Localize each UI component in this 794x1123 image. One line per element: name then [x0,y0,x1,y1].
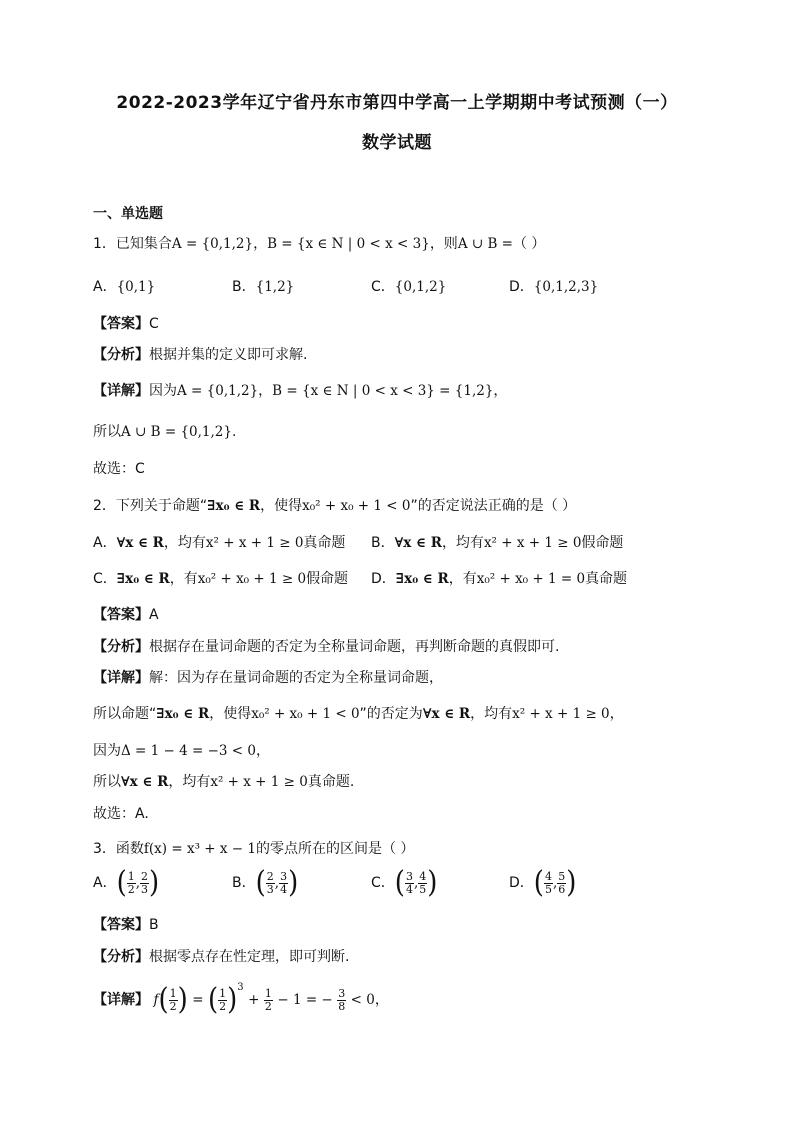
option-label: A． [93,535,117,551]
q2-option-d [371,568,627,588]
option-math: ∃x₀ ∈ R [395,571,449,587]
answer-tag: 【答案】 [93,316,149,332]
fraction: $\frac{5}{6}$ [558,869,566,896]
q3-option-a: A．( $\frac{1}{2}$ , $\frac{2}{3}$ ) [93,865,160,901]
q1-option-b [232,276,294,296]
option-label: B． [232,279,256,295]
q3-option-b: B．( $\frac{2}{3}$ , $\frac{3}{4}$ ) [232,865,299,901]
detail-text: ， [258,383,273,399]
option-label: A． [93,279,117,295]
q2-option-c [93,568,348,588]
detail-math: B = {x ∈ N | 0 < x < 3} = {1,2} [272,383,494,399]
fraction: $\frac{1}{2}$ [127,869,135,896]
detail-text: 真命题. [307,774,355,790]
detail-text: 所以命题“ [93,706,157,722]
q3-detail: 【详解】 f( $\frac{1}{2}$ ) = ( $\frac{1}{2}$ )$^3$ + $\frac{1}{2}$ − 1 = − $\frac{3}{8}$ < 0， [93,982,389,1018]
analysis-text: 根据零点存在性定理，即可判断. [149,949,350,965]
q1-option-a [93,276,155,296]
option-label: C． [93,571,117,587]
q1-stem [93,233,545,253]
q2-stem-text: ，使得 [260,498,303,514]
fraction: $\frac{1}{2}$ [169,986,177,1013]
detail-text: ，均有 [470,706,513,722]
option-label: C． [371,279,395,295]
analysis-tag: 【分析】 [93,949,149,965]
detail-math: = [192,992,204,1008]
q2-stem-text: ”的否定说法正确的是（ ） [410,498,577,514]
detail-text: ， [374,992,389,1008]
option-value: {1,2} [255,279,295,295]
option-math: x₀² + x₀ + 1 ≥ 0 [197,571,307,587]
detail-math: x² + x + 1 ≥ 0 [512,706,610,722]
q1-choice: 故选：C [93,461,145,477]
detail-math: Δ = 1 − 4 = −3 < 0 [121,743,256,759]
detail-math: ∀x ∈ R [121,774,169,790]
q2-stem-math: ∃x₀ ∈ R [207,498,261,514]
q3-option-d: D．( $\frac{4}{5}$ , $\frac{5}{6}$ ) [509,865,577,901]
answer-tag: 【答案】 [93,607,149,623]
q3-stem-text: 的零点所在的区间是（ ） [255,841,415,857]
option-label: B． [232,875,256,891]
detail-text: 所以 [93,774,121,790]
answer-value: A [149,607,159,623]
q2-option-b [371,532,623,552]
analysis-text: 根据并集的定义即可求解. [149,347,308,363]
option-label: D． [509,875,534,891]
detail-math: − 1 = − [277,992,333,1008]
q3-answer [93,914,159,934]
option-text: 假命题 [306,571,349,587]
q1-option-c [371,276,446,296]
option-value: {0,1,2} [394,279,447,295]
q2-option-a [93,532,345,552]
q2-stem-math: x₀² + x₀ + 1 < 0 [302,498,411,514]
q2-choice: 故选：A. [93,806,149,822]
option-text: 真命题 [585,571,628,587]
option-math: x² + x + 1 ≥ 0 [483,535,582,551]
detail-text: ， [493,383,508,399]
exponent: 3 [237,982,244,993]
analysis-tag: 【分析】 [93,639,149,655]
detail-math: + [248,992,260,1008]
q1-detail [93,380,507,400]
q2-stem-text: 2．下列关于命题“ [93,498,208,514]
q1-union: A ∪ B = [457,236,513,252]
detail-tag: 【详解】 [93,992,149,1008]
detail-text: 所以 [93,424,121,440]
detail-math: x² + x + 1 ≥ 0 [210,774,308,790]
option-math: x₀² + x₀ + 1 = 0 [476,571,586,587]
q1-answer [93,313,159,333]
q2-stem [93,495,576,515]
detail-math: < 0 [350,992,375,1008]
detail-tag: 【详解】 [93,383,149,399]
detail-text: ，均有 [168,774,211,790]
option-math: ∀x ∈ R [116,535,164,551]
q2-detail-line-3 [93,740,270,760]
option-label: B． [371,535,395,551]
detail-text: ”的否定为 [359,706,423,722]
fraction: $\frac{4}{5}$ [419,869,427,896]
q2-detail-line-2 [93,703,624,723]
q3-analysis [93,946,349,966]
fraction: $\frac{3}{4}$ [405,869,413,896]
q2-analysis [93,636,559,656]
q1-stem-text: 1．已知集合 [93,236,172,252]
fraction: $\frac{1}{2}$ [264,986,272,1013]
option-text: ，均有 [163,535,206,551]
fraction: $\frac{2}{3}$ [141,869,149,896]
detail-text: ， [256,743,270,759]
option-value: {0,1,2,3} [533,279,599,295]
option-label: A． [93,875,117,891]
option-math: ∀x ∈ R [394,535,442,551]
q1-analysis [93,344,307,364]
q3-stem-text: 3．函数 [93,841,144,857]
q1-option-d [509,276,598,296]
analysis-text: 根据存在量词命题的否定为全称量词命题，再判断命题的真假即可. [149,639,560,655]
q1-detail-line-2 [93,421,236,441]
q3-function: f(x) = x³ + x − 1 [143,841,256,857]
q1-set-b: B = {x ∈ N | 0 < x < 3} [267,236,430,252]
q3-stem [93,838,414,858]
option-math: x² + x + 1 ≥ 0 [205,535,304,551]
option-label: C． [371,875,395,891]
detail-text: 解：因为存在量词命题的否定为全称量词命题， [149,670,443,686]
detail-math: ∀x ∈ R [422,706,471,722]
detail-text: ， [609,706,624,722]
option-math: ∃x₀ ∈ R [116,571,170,587]
detail-math: A ∪ B = {0,1,2} [121,424,232,440]
detail-math: f [153,992,159,1008]
fraction: $\frac{4}{5}$ [544,869,552,896]
document-subtitle: 数学试题 [362,133,432,153]
q1-set-a: A = {0,1,2} [171,236,254,252]
detail-text: 因为 [149,383,177,399]
option-label: D． [371,571,396,587]
q1-blank: （ ） [512,236,546,252]
detail-math: A = {0,1,2} [177,383,259,399]
q1-stem-text-2: ，则 [429,236,458,252]
fraction: $\frac{3}{8}$ [338,986,346,1013]
answer-tag: 【答案】 [93,917,149,933]
detail-tag: 【详解】 [93,670,149,686]
option-text: 假命题 [581,535,624,551]
detail-math: ∃x₀ ∈ R [156,706,210,722]
q3-option-c: C．( $\frac{3}{4}$ , $\frac{4}{5}$ ) [371,865,438,901]
option-text: ，有 [448,571,477,587]
option-text: 真命题 [303,535,346,551]
detail-math: x₀² + x₀ + 1 < 0 [251,706,360,722]
analysis-tag: 【分析】 [93,347,149,363]
detail-text: 因为 [93,743,121,759]
option-text: ，有 [169,571,198,587]
fraction: $\frac{1}{2}$ [219,986,227,1013]
fraction: $\frac{3}{4}$ [280,869,288,896]
q2-detail-line-4 [93,771,354,791]
option-text: ，均有 [441,535,484,551]
q1-comma: ， [253,236,268,252]
answer-value: B [149,917,159,933]
fraction: $\frac{2}{3}$ [266,869,274,896]
q2-answer [93,604,159,624]
option-value: {0,1} [116,279,156,295]
option-label: D． [509,279,534,295]
q2-detail [93,667,443,687]
answer-value: C [149,316,159,332]
section-heading: 一、单选题 [93,206,163,222]
detail-text: ，使得 [209,706,252,722]
document-title: 2022-2023学年辽宁省丹东市第四中学高一上学期期中考试预测（一） [116,93,678,113]
detail-text: . [232,424,237,440]
